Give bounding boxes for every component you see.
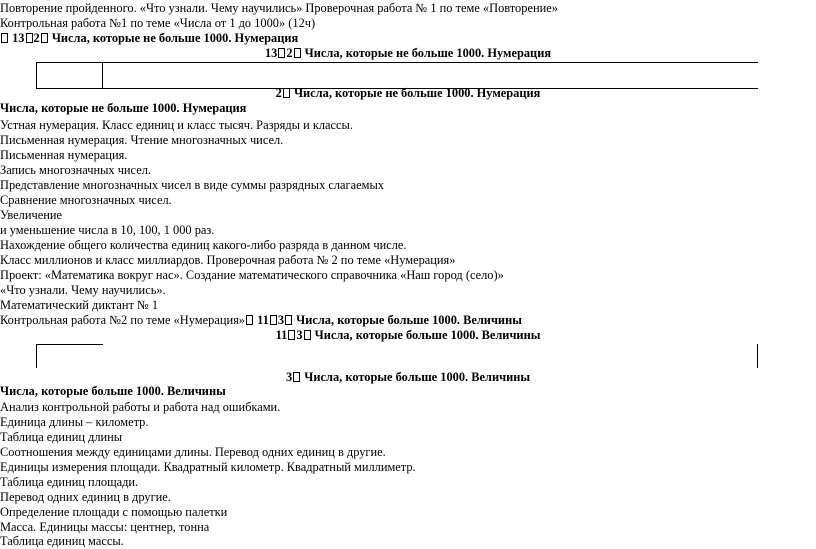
list-item: Единица длины – километр. (0, 415, 149, 429)
list-item: Единицы измерения площади. Квадратный километр. Квадратный миллиметр. (0, 460, 416, 474)
centered-heading-3 (0, 328, 816, 343)
section-number: 2 (275, 86, 282, 100)
header-line-2: Контрольная работа №1 по теме «Числа от 1 до 1000» (12ч) (0, 16, 316, 30)
missing-glyph-icon (293, 372, 300, 382)
missing-glyph-icon (246, 315, 253, 325)
list-title: Числа, которые не больше 1000. Нумерация (0, 101, 247, 115)
missing-glyph-icon (26, 33, 33, 43)
section-title: Числа, которые больше 1000. Величины (314, 328, 541, 342)
table-rule-left (36, 344, 37, 368)
list-item: Увеличение (0, 208, 62, 222)
list-item: Класс миллионов и класс миллиардов. Проверочная работа № 2 по теме «Нумерация» (0, 253, 456, 267)
table-rule-divider (102, 62, 103, 89)
section-number: 13 (12, 31, 25, 45)
list-item: Перевод одних единиц в другие. (0, 490, 171, 504)
list-item: Масса. Единицы массы: центнер, тонна (0, 520, 210, 534)
list-item: Нахождение общего количества единиц какого-либо разряда в данном числе. (0, 238, 407, 252)
list-item: Письменная нумерация. (0, 148, 128, 162)
section-number: 3 (277, 313, 285, 327)
section-heading-1 (0, 31, 298, 46)
list-item: Таблица единиц длины (0, 430, 123, 444)
missing-glyph-icon (270, 315, 277, 325)
list-item: Представление многозначных чисел в виде суммы разрядных слагаемых (0, 178, 384, 192)
header-line-1: Повторение пройденного. «Что узнали. Чему научились» Проверочная работа № 1 по теме «Повторение» (0, 1, 558, 15)
section-number: 2 (33, 31, 40, 45)
centered-heading-1 (0, 46, 816, 61)
section-title: Числа, которые больше 1000. Величины (296, 313, 522, 327)
list-item: Анализ контрольной работы и работа над ошибками. (0, 400, 281, 414)
list-item: «Что узнали. Чему научились». (0, 283, 166, 297)
section-title: Числа, которые больше 1000. Величины (304, 370, 531, 384)
section-title: Числа, которые не больше 1000. Нумерация (51, 31, 299, 45)
missing-glyph-icon (304, 330, 311, 340)
section-number: 2 (286, 46, 293, 60)
missing-glyph-icon (288, 330, 295, 340)
list-item-text: Контрольная работа №2 по теме «Нумерация» (0, 313, 245, 327)
section-number: 13 (264, 46, 278, 60)
section-number: 11 (275, 328, 288, 342)
section-number: 3 (296, 328, 303, 342)
table-rule-left (36, 62, 37, 89)
missing-glyph-icon (1, 33, 8, 43)
missing-glyph-icon (285, 315, 292, 325)
list-item: Письменная нумерация. Чтение многозначных чисел. (0, 133, 284, 147)
list-item: и уменьшение числа в 10, 100, 1 000 раз. (0, 223, 215, 237)
section-title: Числа, которые не больше 1000. Нумерация (293, 86, 541, 100)
list-item: Устная нумерация. Класс единиц и класс тысяч. Разряды и классы. (0, 118, 353, 132)
section-title: Числа, которые не больше 1000. Нумерация (304, 46, 552, 60)
missing-glyph-icon (294, 48, 301, 58)
missing-glyph-icon (41, 33, 48, 43)
missing-glyph-icon (283, 88, 290, 98)
list-item: Таблица единиц площади. (0, 475, 139, 489)
list-item: Соотношения между единицами длины. Перевод одних единиц в другие. (0, 445, 386, 459)
table-rule-top (36, 62, 758, 63)
table-rule-right (757, 344, 758, 368)
list-item-last (0, 313, 522, 328)
list-item: Определение площади с помощью палетки (0, 505, 228, 519)
section-number: 11 (257, 313, 269, 327)
list-item: Математический диктант № 1 (0, 298, 159, 312)
list-item: Сравнение многозначных чисел. (0, 193, 172, 207)
table-rule-top (36, 344, 103, 345)
centered-heading-2 (0, 86, 816, 101)
centered-heading-4 (0, 370, 816, 385)
list-item: Проект: «Математика вокруг нас». Создание математического справочника «Наш город (село)» (0, 268, 504, 282)
list-item: Запись многозначных чисел. (0, 163, 151, 177)
section-number: 3 (285, 370, 293, 384)
missing-glyph-icon (278, 48, 285, 58)
list-item: Таблица единиц массы. (0, 534, 124, 548)
list-title: Числа, которые больше 1000. Величины (0, 384, 226, 398)
